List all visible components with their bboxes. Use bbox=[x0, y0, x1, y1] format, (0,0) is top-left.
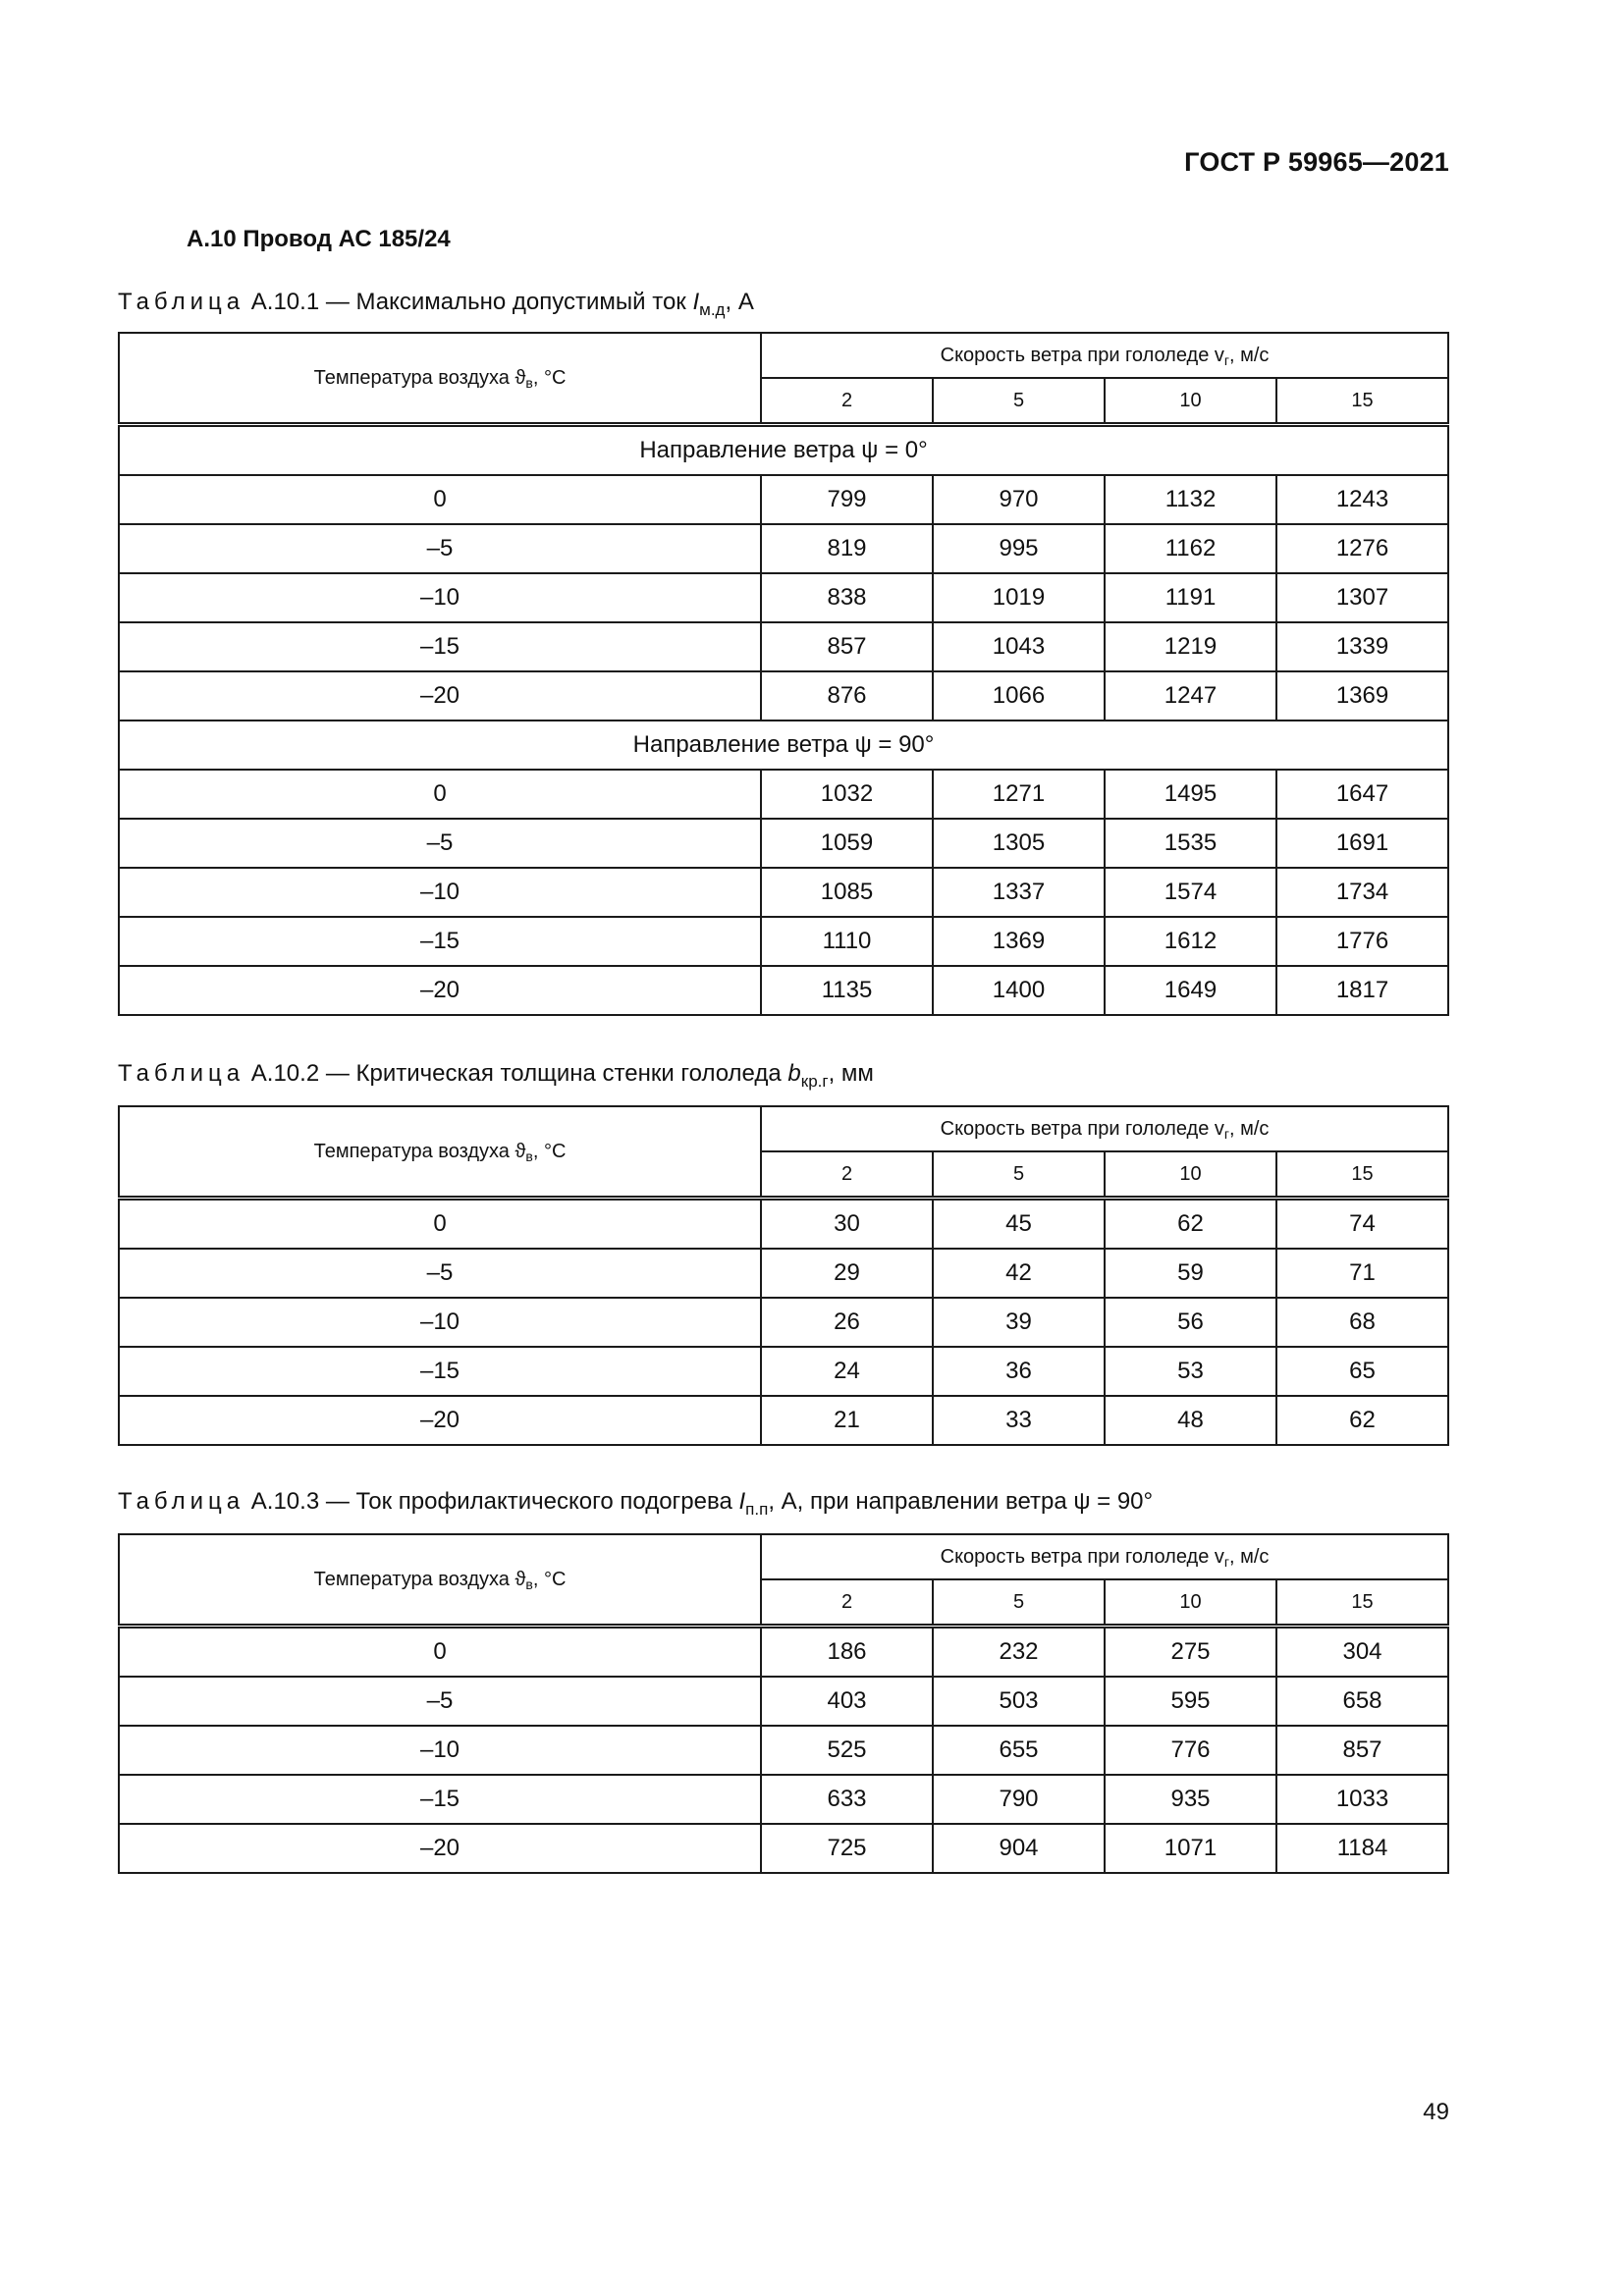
table2 bbox=[118, 1105, 1449, 1446]
temperature-cell: –20 bbox=[119, 1824, 761, 1873]
table1-caption-prefix: Таблица bbox=[118, 289, 245, 315]
temperature-cell: –10 bbox=[119, 1298, 761, 1347]
table-row bbox=[119, 1627, 1448, 1678]
value-cell: 1400 bbox=[933, 966, 1105, 1015]
value-cell: 857 bbox=[1276, 1726, 1448, 1775]
value-cell: 232 bbox=[933, 1627, 1105, 1678]
table3-speed-col: 15 bbox=[1276, 1579, 1448, 1627]
value-cell: 790 bbox=[933, 1775, 1105, 1824]
temperature-cell: –15 bbox=[119, 622, 761, 671]
value-cell: 995 bbox=[933, 524, 1105, 573]
table1-speed-col: 2 bbox=[761, 378, 933, 425]
value-cell: 42 bbox=[933, 1249, 1105, 1298]
table-row bbox=[119, 770, 1448, 819]
temperature-cell: 0 bbox=[119, 770, 761, 819]
value-cell: 1184 bbox=[1276, 1824, 1448, 1873]
value-cell: 1059 bbox=[761, 819, 933, 868]
table3-caption-prefix: Таблица bbox=[118, 1488, 245, 1515]
table2-caption-sub: кр.г bbox=[800, 1072, 829, 1091]
table1-caption-unit: , А bbox=[725, 289, 754, 315]
table-row bbox=[119, 1396, 1448, 1445]
value-cell: 1369 bbox=[933, 917, 1105, 966]
value-cell: 1033 bbox=[1276, 1775, 1448, 1824]
value-cell: 1495 bbox=[1105, 770, 1276, 819]
table-row bbox=[119, 622, 1448, 671]
value-cell: 1817 bbox=[1276, 966, 1448, 1015]
table3-caption-sub: п.п bbox=[745, 1500, 769, 1519]
value-cell: 59 bbox=[1105, 1249, 1276, 1298]
value-cell: 1535 bbox=[1105, 819, 1276, 868]
table-row bbox=[119, 1249, 1448, 1298]
table3-caption-unit: , А, при направлении ветра ψ = 90° bbox=[768, 1488, 1154, 1515]
temperature-cell: 0 bbox=[119, 1199, 761, 1250]
value-cell: 74 bbox=[1276, 1199, 1448, 1250]
value-cell: 56 bbox=[1105, 1298, 1276, 1347]
table1-speed-header: Скорость ветра при гололеде $v_г$, м/с bbox=[761, 333, 1448, 378]
table2-temperature-header: Температура воздуха $ϑ_в$, °C bbox=[119, 1106, 761, 1199]
table1-temperature-header: Температура воздуха $ϑ_в$, °C bbox=[119, 333, 761, 425]
temperature-cell: –20 bbox=[119, 966, 761, 1015]
value-cell: 1276 bbox=[1276, 524, 1448, 573]
value-cell: 1574 bbox=[1105, 868, 1276, 917]
value-cell: 36 bbox=[933, 1347, 1105, 1396]
table-row bbox=[119, 524, 1448, 573]
table1-caption bbox=[118, 289, 754, 319]
value-cell: 1019 bbox=[933, 573, 1105, 622]
table2-speed-col: 5 bbox=[933, 1151, 1105, 1199]
value-cell: 1071 bbox=[1105, 1824, 1276, 1873]
table3-speed-col: 2 bbox=[761, 1579, 933, 1627]
document-code-header: ГОСТ Р 59965—2021 bbox=[1184, 147, 1449, 177]
value-cell: 1247 bbox=[1105, 671, 1276, 721]
table2-speed-col: 2 bbox=[761, 1151, 933, 1199]
table3 bbox=[118, 1533, 1449, 1874]
value-cell: 275 bbox=[1105, 1627, 1276, 1678]
value-cell: 1243 bbox=[1276, 475, 1448, 524]
table-row bbox=[119, 1347, 1448, 1396]
value-cell: 1307 bbox=[1276, 573, 1448, 622]
temperature-cell: –15 bbox=[119, 917, 761, 966]
table-row bbox=[119, 1775, 1448, 1824]
value-cell: 71 bbox=[1276, 1249, 1448, 1298]
temperature-cell: –5 bbox=[119, 1677, 761, 1726]
value-cell: 1369 bbox=[1276, 671, 1448, 721]
value-cell: 595 bbox=[1105, 1677, 1276, 1726]
table1-speed-col: 5 bbox=[933, 378, 1105, 425]
value-cell: 403 bbox=[761, 1677, 933, 1726]
table3-temperature-header: Температура воздуха $ϑ_в$, °C bbox=[119, 1534, 761, 1627]
value-cell: 1337 bbox=[933, 868, 1105, 917]
table-row bbox=[119, 868, 1448, 917]
section-title: А.10 Провод АС 185/24 bbox=[187, 226, 451, 252]
value-cell: 1691 bbox=[1276, 819, 1448, 868]
value-cell: 776 bbox=[1105, 1726, 1276, 1775]
value-cell: 1162 bbox=[1105, 524, 1276, 573]
value-cell: 1219 bbox=[1105, 622, 1276, 671]
value-cell: 904 bbox=[933, 1824, 1105, 1873]
temperature-cell: –20 bbox=[119, 671, 761, 721]
value-cell: 1305 bbox=[933, 819, 1105, 868]
table2-caption-symbol: b bbox=[787, 1060, 801, 1087]
value-cell: 21 bbox=[761, 1396, 933, 1445]
value-cell: 304 bbox=[1276, 1627, 1448, 1678]
value-cell: 53 bbox=[1105, 1347, 1276, 1396]
table-row bbox=[119, 1298, 1448, 1347]
table1-direction-row: Направление ветра ψ = 0° bbox=[119, 425, 1448, 476]
table-row bbox=[119, 1726, 1448, 1775]
value-cell: 1776 bbox=[1276, 917, 1448, 966]
table3-speed-header: Скорость ветра при гололеде $v_г$, м/с bbox=[761, 1534, 1448, 1579]
value-cell: 857 bbox=[761, 622, 933, 671]
table-row bbox=[119, 1824, 1448, 1873]
table-row bbox=[119, 1199, 1448, 1250]
value-cell: 1647 bbox=[1276, 770, 1448, 819]
value-cell: 838 bbox=[761, 573, 933, 622]
temperature-cell: 0 bbox=[119, 1627, 761, 1678]
value-cell: 876 bbox=[761, 671, 933, 721]
value-cell: 503 bbox=[933, 1677, 1105, 1726]
value-cell: 970 bbox=[933, 475, 1105, 524]
table3-caption-text: А.10.3 — Ток профилактического подогрева bbox=[250, 1488, 732, 1515]
table3-caption bbox=[118, 1488, 1154, 1519]
value-cell: 1339 bbox=[1276, 622, 1448, 671]
value-cell: 26 bbox=[761, 1298, 933, 1347]
value-cell: 65 bbox=[1276, 1347, 1448, 1396]
value-cell: 1032 bbox=[761, 770, 933, 819]
value-cell: 1110 bbox=[761, 917, 933, 966]
table1-caption-text: А.10.1 — Максимально допустимый ток bbox=[250, 289, 686, 315]
table2-speed-col: 10 bbox=[1105, 1151, 1276, 1199]
value-cell: 1734 bbox=[1276, 868, 1448, 917]
temperature-cell: –10 bbox=[119, 1726, 761, 1775]
value-cell: 658 bbox=[1276, 1677, 1448, 1726]
value-cell: 819 bbox=[761, 524, 933, 573]
temperature-cell: 0 bbox=[119, 475, 761, 524]
table-row bbox=[119, 819, 1448, 868]
value-cell: 62 bbox=[1105, 1199, 1276, 1250]
value-cell: 33 bbox=[933, 1396, 1105, 1445]
value-cell: 935 bbox=[1105, 1775, 1276, 1824]
table3-speed-col: 10 bbox=[1105, 1579, 1276, 1627]
value-cell: 1132 bbox=[1105, 475, 1276, 524]
table1-direction-row: Направление ветра ψ = 90° bbox=[119, 721, 1448, 770]
table-row bbox=[119, 671, 1448, 721]
table-row bbox=[119, 1677, 1448, 1726]
value-cell: 1066 bbox=[933, 671, 1105, 721]
value-cell: 30 bbox=[761, 1199, 933, 1250]
temperature-cell: –5 bbox=[119, 524, 761, 573]
table-row bbox=[119, 475, 1448, 524]
table2-caption-text: А.10.2 — Критическая толщина стенки гололеда bbox=[250, 1060, 782, 1087]
table1-caption-sub: м.д bbox=[699, 300, 726, 319]
table1 bbox=[118, 332, 1449, 1016]
table2-speed-col: 15 bbox=[1276, 1151, 1448, 1199]
table1-speed-col: 15 bbox=[1276, 378, 1448, 425]
temperature-cell: –15 bbox=[119, 1775, 761, 1824]
temperature-cell: –10 bbox=[119, 868, 761, 917]
value-cell: 1135 bbox=[761, 966, 933, 1015]
table-row bbox=[119, 966, 1448, 1015]
value-cell: 1612 bbox=[1105, 917, 1276, 966]
table3-speed-col: 5 bbox=[933, 1579, 1105, 1627]
table3-caption-symbol: I bbox=[738, 1488, 746, 1515]
table2-caption-unit: , мм bbox=[828, 1060, 874, 1087]
value-cell: 1271 bbox=[933, 770, 1105, 819]
value-cell: 1191 bbox=[1105, 573, 1276, 622]
value-cell: 1649 bbox=[1105, 966, 1276, 1015]
value-cell: 525 bbox=[761, 1726, 933, 1775]
table1-caption-symbol: I bbox=[692, 289, 700, 315]
temperature-cell: –20 bbox=[119, 1396, 761, 1445]
value-cell: 68 bbox=[1276, 1298, 1448, 1347]
value-cell: 799 bbox=[761, 475, 933, 524]
value-cell: 62 bbox=[1276, 1396, 1448, 1445]
table2-caption-prefix: Таблица bbox=[118, 1060, 245, 1087]
temperature-cell: –5 bbox=[119, 1249, 761, 1298]
page-number: 49 bbox=[1423, 2099, 1449, 2125]
temperature-cell: –15 bbox=[119, 1347, 761, 1396]
value-cell: 45 bbox=[933, 1199, 1105, 1250]
temperature-cell: –10 bbox=[119, 573, 761, 622]
value-cell: 1043 bbox=[933, 622, 1105, 671]
table-row bbox=[119, 917, 1448, 966]
table2-speed-header: Скорость ветра при гололеде $v_г$, м/с bbox=[761, 1106, 1448, 1151]
value-cell: 39 bbox=[933, 1298, 1105, 1347]
value-cell: 24 bbox=[761, 1347, 933, 1396]
table2-caption bbox=[118, 1060, 874, 1091]
table1-speed-col: 10 bbox=[1105, 378, 1276, 425]
value-cell: 1085 bbox=[761, 868, 933, 917]
value-cell: 655 bbox=[933, 1726, 1105, 1775]
value-cell: 633 bbox=[761, 1775, 933, 1824]
table-row bbox=[119, 573, 1448, 622]
value-cell: 725 bbox=[761, 1824, 933, 1873]
value-cell: 48 bbox=[1105, 1396, 1276, 1445]
temperature-cell: –5 bbox=[119, 819, 761, 868]
value-cell: 29 bbox=[761, 1249, 933, 1298]
value-cell: 186 bbox=[761, 1627, 933, 1678]
